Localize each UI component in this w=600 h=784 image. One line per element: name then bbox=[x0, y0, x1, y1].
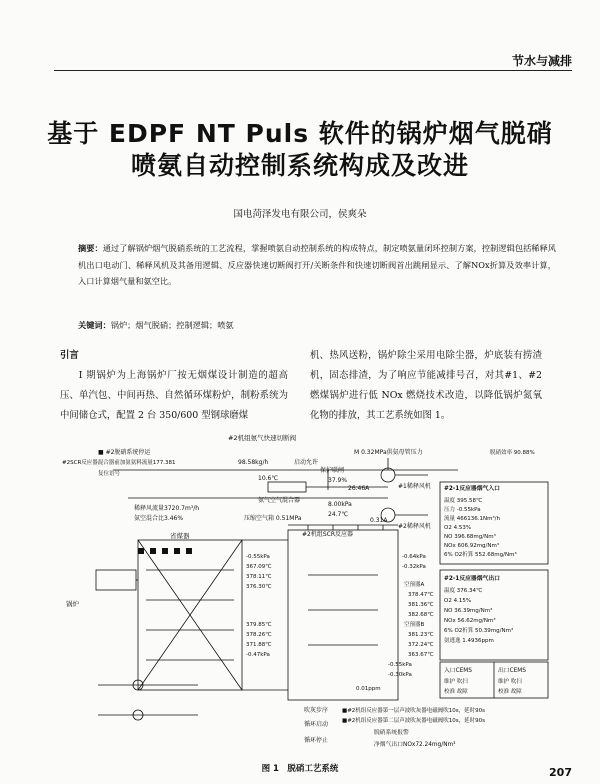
label-temp-1060: 10.6℃ bbox=[258, 475, 279, 482]
soot-status: 脱硝系统报警 bbox=[374, 730, 409, 736]
label-comp-air: 压缩空气箱 0.51MPa bbox=[244, 515, 302, 522]
label-rr5: 382.68℃ bbox=[408, 612, 434, 618]
process-diagram-svg bbox=[58, 430, 550, 756]
outlet-nox: NOx 56.62mg/Nm³ bbox=[444, 618, 496, 624]
label-rr10: -0.30kPa bbox=[388, 672, 412, 678]
cems-out-maint[interactable]: 维护 吹扫 bbox=[498, 679, 522, 685]
label-t-247: 24.7℃ bbox=[328, 511, 349, 518]
label-rr7: 372.24℃ bbox=[408, 642, 434, 648]
soot-line1: ■#2机组反应器第一层声波吹灰器电磁阀吹10s，延时90s bbox=[342, 708, 486, 714]
label-rr1: -0.64kPa bbox=[402, 554, 426, 560]
section-tag: 节水与减排 bbox=[511, 54, 572, 68]
label-reactor: #2机组SCR反应器 bbox=[302, 531, 354, 538]
label-rr2: -0.32kPa bbox=[402, 564, 426, 570]
figure-caption: 图 1 脱硝工艺系统 bbox=[261, 764, 339, 774]
keywords bbox=[78, 320, 234, 331]
abstract-label: 摘要： bbox=[78, 243, 103, 253]
label-aph-b: 空预器B bbox=[404, 622, 425, 628]
label-p-800: 8.00kPa bbox=[328, 501, 352, 508]
outlet-o2: O2 4.15% bbox=[444, 598, 472, 604]
intro-text-left: I 期锅炉为上海锅炉厂按无烟煤设计制造的超高压、单汽包、中间再热、自然循环煤粉炉，制粉系统为中间储仓式，配置 2 台 350/600 型钢球磨煤 bbox=[60, 370, 288, 421]
label-legend3: 复位语号 bbox=[98, 471, 121, 477]
title-line-2: 喷氨自动控制系统构成及改进 bbox=[130, 151, 469, 180]
page-number: 207 bbox=[549, 766, 572, 779]
label-start-permit: 启动允许 bbox=[294, 459, 319, 466]
soot-step: 吹灰步序 bbox=[304, 707, 329, 714]
label-flow-9858: 98.58kg/h bbox=[238, 459, 269, 466]
label-rl2: 367.09℃ bbox=[246, 564, 272, 570]
label-boiler: 锅炉 bbox=[66, 600, 79, 608]
cems-outlet: 出口CEMS bbox=[498, 668, 526, 674]
label-pct-379: 37.9% bbox=[328, 477, 348, 484]
label-p-2646: 26.46A bbox=[348, 485, 370, 492]
inlet-no: NO 396.68mg/Nm³ bbox=[444, 534, 496, 540]
cems-inlet: 入口CEMS bbox=[444, 668, 472, 674]
soot-start[interactable]: 循环启动 bbox=[304, 721, 329, 728]
label-efficiency: 脱硝效率 90.88% bbox=[490, 450, 535, 456]
label-mixer: 氨气空气混合器 bbox=[258, 497, 301, 504]
soot-line2: ■#2机组反应器第二层声波吹灰器电磁阀吹10s，延时90s bbox=[342, 718, 486, 724]
label-rl8: -0.47kPa bbox=[246, 652, 270, 658]
clean-nox: 净烟气出口NOx72.24mg/Nm³ bbox=[374, 742, 456, 748]
label-rr11: 0.01ppm bbox=[356, 686, 381, 692]
cems-out-calib[interactable]: 校准 故障 bbox=[498, 689, 522, 695]
label-rl3: 378.11℃ bbox=[246, 574, 272, 580]
abstract bbox=[78, 240, 556, 290]
label-pressure: M 0.32MPa供氨母管压力 bbox=[354, 449, 423, 456]
label-legend1: ■ #2脱硝系统停运 bbox=[98, 449, 151, 456]
label-protect: 保护联闸 bbox=[320, 467, 345, 474]
keywords-label: 关键词： bbox=[78, 320, 111, 330]
label-rl6: 378.26℃ bbox=[246, 632, 272, 638]
label-aph-a: 空预器A bbox=[404, 582, 425, 588]
label-rr9: -0.55kPa bbox=[388, 662, 412, 668]
label-dil-flow: 稀释风流量3720.7m³/h bbox=[134, 505, 200, 512]
label-nh3-air: 氨空混合比3.46% bbox=[134, 515, 184, 522]
label-fan1: #1稀释风机 bbox=[398, 483, 431, 490]
label-legend2: #2SCR反应器混合器前加氨氨料流量177.381 bbox=[62, 460, 176, 466]
intro-column-right bbox=[310, 346, 542, 426]
label-rr4: 381.36℃ bbox=[408, 602, 434, 608]
keywords-text: 锅炉；烟气脱硝；控制逻辑；喷氨 bbox=[110, 320, 234, 330]
outlet-no: NO 36.39mg/Nm³ bbox=[444, 608, 493, 614]
label-cutoff-valve: #2机组氨气快速切断阀 bbox=[228, 434, 297, 442]
inlet-temp: 温度 395.58℃ bbox=[444, 498, 483, 504]
intro-heading: 引言 bbox=[60, 350, 79, 361]
label-rr8: 363.67℃ bbox=[408, 652, 434, 658]
label-rl4: 376.30℃ bbox=[246, 584, 272, 590]
label-fan2: #2稀释风机 bbox=[398, 523, 431, 530]
soot-stop[interactable]: 循环停止 bbox=[304, 737, 329, 744]
inlet-o2-conv: 6% O2折算 552.68mg/Nm³ bbox=[444, 552, 517, 558]
article-title bbox=[0, 118, 600, 182]
label-rl1: -0.55kPa bbox=[246, 554, 270, 560]
outlet-ammonia-slip: 氨逃逸 1.4936ppm bbox=[444, 638, 494, 644]
intro-text-right: 机、热风送粉，锅炉除尘采用电除尘器，炉底装有捞渣机，固态排渣，为了响应节能减排号召，对其#1、#2 燃煤锅炉进行低 NOx 燃烧技术改造，以降低锅炉氮氧化物的排放，其工艺系统如图 1。 bbox=[310, 350, 542, 421]
inlet-title: #2-1反应器烟气入口 bbox=[444, 486, 500, 492]
label-rr6: 381.23℃ bbox=[408, 632, 434, 638]
authors: 国电菏泽发电有限公司，侯爽朵 bbox=[233, 209, 367, 220]
outlet-temp: 温度 376.34℃ bbox=[444, 588, 483, 594]
intro-column-left bbox=[60, 346, 288, 426]
abstract-text: 通过了解锅炉烟气脱硝系统的工艺流程，掌握喷氨自动控制系统的构成特点，制定喷氨量闭环控制方案，控制逻辑包括稀释风机出口电动门、稀释风机及其备用逻辑、反应器快速切断阀打开/关断条件和快速切断阀首出跳闸显示、了解NOx折算及效率计算，入口计算烟气量和氨空比。 bbox=[78, 243, 556, 286]
outlet-title: #2-1反应器烟气出口 bbox=[444, 576, 500, 582]
header-rule bbox=[54, 70, 572, 71]
label-rl5: 379.85℃ bbox=[246, 622, 272, 628]
label-economizer: 省煤器 bbox=[170, 532, 190, 540]
label-rl7: 371.88℃ bbox=[246, 642, 272, 648]
inlet-flow: 流量 466136.1Nm³/h bbox=[444, 516, 501, 522]
label-a-031: 0.31A bbox=[370, 517, 388, 524]
inlet-pressure: 压力 -0.55kPa bbox=[444, 507, 481, 513]
inlet-o2: O2 4.53% bbox=[444, 525, 472, 531]
cems-in-maint[interactable]: 维护 吹扫 bbox=[444, 679, 468, 685]
label-rr3: 378.47℃ bbox=[408, 592, 434, 598]
inlet-nox: NOx 606.92mg/Nm³ bbox=[444, 543, 500, 549]
process-diagram bbox=[58, 430, 550, 756]
title-line-1: 基于 EDPF NT Puls 软件的锅炉烟气脱硝 bbox=[47, 119, 553, 148]
outlet-o2-conv: 6% O2折算 50.39mg/Nm³ bbox=[444, 628, 514, 634]
cems-in-calib[interactable]: 校准 故障 bbox=[444, 689, 468, 695]
